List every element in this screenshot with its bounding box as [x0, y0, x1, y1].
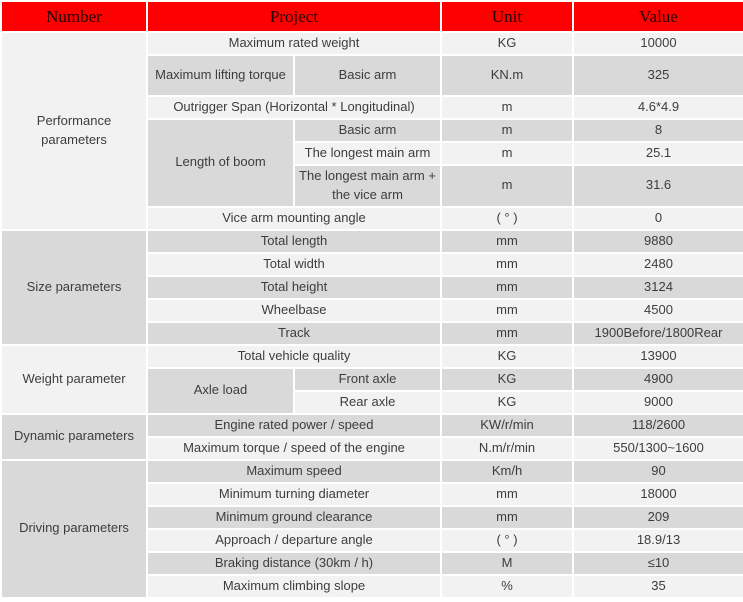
- cell-unit: Km/h: [441, 460, 573, 483]
- cell-project-sub: Basic arm: [294, 55, 441, 96]
- table-row: [1, 345, 743, 368]
- section-label-weight: Weight parameter: [1, 345, 147, 414]
- section-label-driving: Driving parameters: [1, 460, 147, 598]
- cell-value: 13900: [573, 345, 743, 368]
- header-row: [1, 1, 743, 32]
- cell-project-sub: Basic arm: [294, 119, 441, 142]
- cell-project-sub: The longest main arm + the vice arm: [294, 165, 441, 207]
- section-label-performance: Performance parameters: [1, 32, 147, 230]
- cell-value: 18000: [573, 483, 743, 506]
- col-header-project: Project: [147, 1, 441, 32]
- cell-project: Maximum rated weight: [147, 32, 441, 55]
- col-header-value: Value: [573, 1, 743, 32]
- cell-unit: KN.m: [441, 55, 573, 96]
- cell-value: 2480: [573, 253, 743, 276]
- cell-project: Vice arm mounting angle: [147, 207, 441, 230]
- table-body: [1, 32, 743, 598]
- cell-unit: KW/r/min: [441, 414, 573, 437]
- cell-unit: m: [441, 165, 573, 207]
- cell-unit: mm: [441, 299, 573, 322]
- cell-project: Total length: [147, 230, 441, 253]
- cell-unit: m: [441, 119, 573, 142]
- cell-unit: mm: [441, 276, 573, 299]
- cell-value: 10000: [573, 32, 743, 55]
- cell-project-sub: Rear axle: [294, 391, 441, 414]
- cell-project: Wheelbase: [147, 299, 441, 322]
- cell-unit: mm: [441, 253, 573, 276]
- cell-value: 118/2600: [573, 414, 743, 437]
- cell-project: Minimum ground clearance: [147, 506, 441, 529]
- cell-project: Braking distance (30km / h): [147, 552, 441, 575]
- cell-value: 31.6: [573, 165, 743, 207]
- cell-value: 4.6*4.9: [573, 96, 743, 119]
- cell-project: Maximum speed: [147, 460, 441, 483]
- table-row: [1, 460, 743, 483]
- cell-project: Minimum turning diameter: [147, 483, 441, 506]
- cell-value: 8: [573, 119, 743, 142]
- cell-value: 18.9/13: [573, 529, 743, 552]
- cell-value: 4900: [573, 368, 743, 391]
- table-row: [1, 414, 743, 437]
- table-header: [1, 1, 743, 32]
- cell-unit: mm: [441, 483, 573, 506]
- cell-value: 3124: [573, 276, 743, 299]
- table-row: [1, 32, 743, 55]
- cell-project: Total height: [147, 276, 441, 299]
- cell-value: 9880: [573, 230, 743, 253]
- col-header-unit: Unit: [441, 1, 573, 32]
- col-header-number: Number: [1, 1, 147, 32]
- cell-value: 0: [573, 207, 743, 230]
- cell-unit: ( ° ): [441, 207, 573, 230]
- table-row: [1, 230, 743, 253]
- cell-unit: m: [441, 96, 573, 119]
- cell-unit: %: [441, 575, 573, 598]
- cell-project: Engine rated power / speed: [147, 414, 441, 437]
- cell-unit: m: [441, 142, 573, 165]
- cell-project: Approach / departure angle: [147, 529, 441, 552]
- cell-value: 35: [573, 575, 743, 598]
- cell-unit: KG: [441, 345, 573, 368]
- cell-unit: mm: [441, 506, 573, 529]
- cell-project: Total width: [147, 253, 441, 276]
- cell-value: 4500: [573, 299, 743, 322]
- section-label-dynamic: Dynamic parameters: [1, 414, 147, 460]
- section-label-size: Size parameters: [1, 230, 147, 345]
- cell-project: Total vehicle quality: [147, 345, 441, 368]
- cell-project-sub: Front axle: [294, 368, 441, 391]
- cell-value: 550/1300~1600: [573, 437, 743, 460]
- cell-unit: N.m/r/min: [441, 437, 573, 460]
- cell-project: Outrigger Span (Horizontal * Longitudinal): [147, 96, 441, 119]
- group-label-length-of-boom: Length of boom: [147, 119, 294, 207]
- cell-unit: M: [441, 552, 573, 575]
- cell-value: 9000: [573, 391, 743, 414]
- cell-value: ≤10: [573, 552, 743, 575]
- cell-value: 1900Before/1800Rear: [573, 322, 743, 345]
- cell-unit: mm: [441, 322, 573, 345]
- cell-unit: mm: [441, 230, 573, 253]
- cell-value: 25.1: [573, 142, 743, 165]
- cell-unit: KG: [441, 32, 573, 55]
- cell-project: Maximum climbing slope: [147, 575, 441, 598]
- cell-value: 90: [573, 460, 743, 483]
- cell-project-sub: Maximum lifting torque: [147, 55, 294, 96]
- cell-unit: ( ° ): [441, 529, 573, 552]
- cell-project: Track: [147, 322, 441, 345]
- cell-unit: KG: [441, 368, 573, 391]
- cell-unit: KG: [441, 391, 573, 414]
- cell-value: 325: [573, 55, 743, 96]
- cell-project-sub: The longest main arm: [294, 142, 441, 165]
- group-label-axle-load: Axle load: [147, 368, 294, 414]
- cell-value: 209: [573, 506, 743, 529]
- cell-project: Maximum torque / speed of the engine: [147, 437, 441, 460]
